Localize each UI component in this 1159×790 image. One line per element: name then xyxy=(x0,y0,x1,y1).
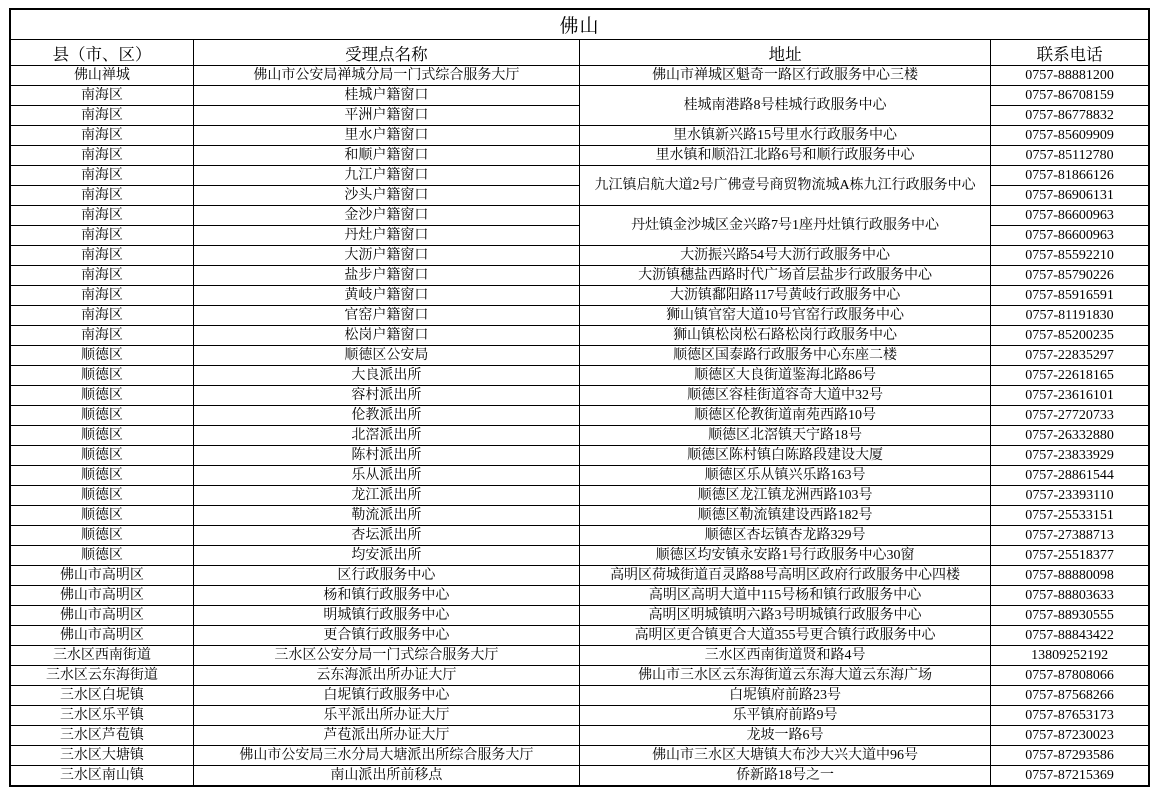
address-cell: 高明区荷城街道百灵路88号高明区政府行政服务中心四楼 xyxy=(579,566,990,586)
acceptance-point-cell: 勒流派出所 xyxy=(193,506,579,526)
table-title-row xyxy=(10,9,1149,40)
acceptance-point-cell: 区行政服务中心 xyxy=(193,566,579,586)
address-cell: 三水区西南街道贤和路4号 xyxy=(579,646,990,666)
phone-cell: 0757-87808066 xyxy=(991,666,1149,686)
table-row xyxy=(10,686,1149,706)
table-row xyxy=(10,346,1149,366)
phone-cell: 0757-85790226 xyxy=(991,266,1149,286)
district-cell: 顺德区 xyxy=(10,406,193,426)
acceptance-point-cell: 更合镇行政服务中心 xyxy=(193,626,579,646)
table-row xyxy=(10,286,1149,306)
acceptance-point-cell: 杨和镇行政服务中心 xyxy=(193,586,579,606)
acceptance-point-cell: 伦教派出所 xyxy=(193,406,579,426)
table-row xyxy=(10,766,1149,787)
table-row xyxy=(10,146,1149,166)
table-row xyxy=(10,646,1149,666)
table-row xyxy=(10,66,1149,86)
acceptance-point-cell: 金沙户籍窗口 xyxy=(193,206,579,226)
column-header-district: 县（市、区） xyxy=(10,40,193,66)
phone-cell: 0757-86778832 xyxy=(991,106,1149,126)
table-row xyxy=(10,526,1149,546)
address-cell: 乐平镇府前路9号 xyxy=(579,706,990,726)
address-cell: 佛山市三水区云东海街道云东海大道云东海广场 xyxy=(579,666,990,686)
phone-cell: 0757-86600963 xyxy=(991,206,1149,226)
acceptance-point-cell: 三水区公安分局一门式综合服务大厅 xyxy=(193,646,579,666)
table-title: 佛山 xyxy=(10,9,1149,40)
acceptance-point-cell: 佛山市公安局禅城分局一门式综合服务大厅 xyxy=(193,66,579,86)
acceptance-point-cell: 北滘派出所 xyxy=(193,426,579,446)
acceptance-point-cell: 顺德区公安局 xyxy=(193,346,579,366)
table-row xyxy=(10,586,1149,606)
phone-cell: 0757-86600963 xyxy=(991,226,1149,246)
district-cell: 顺德区 xyxy=(10,366,193,386)
address-cell: 丹灶镇金沙城区金兴路7号1座丹灶镇行政服务中心 xyxy=(579,206,990,246)
table-row xyxy=(10,746,1149,766)
table-row xyxy=(10,466,1149,486)
table-row xyxy=(10,166,1149,186)
acceptance-point-cell: 明城镇行政服务中心 xyxy=(193,606,579,626)
phone-cell: 0757-26332880 xyxy=(991,426,1149,446)
column-header-phone: 联系电话 xyxy=(991,40,1149,66)
acceptance-point-cell: 乐平派出所办证大厅 xyxy=(193,706,579,726)
phone-cell: 0757-27388713 xyxy=(991,526,1149,546)
acceptance-point-cell: 黄岐户籍窗口 xyxy=(193,286,579,306)
address-cell: 佛山市三水区大塘镇大布沙大兴大道中96号 xyxy=(579,746,990,766)
district-cell: 顺德区 xyxy=(10,486,193,506)
district-cell: 顺德区 xyxy=(10,546,193,566)
acceptance-point-cell: 平洲户籍窗口 xyxy=(193,106,579,126)
district-cell: 顺德区 xyxy=(10,506,193,526)
acceptance-point-cell: 官窑户籍窗口 xyxy=(193,306,579,326)
acceptance-point-cell: 九江户籍窗口 xyxy=(193,166,579,186)
address-cell: 顺德区龙江镇龙洲西路103号 xyxy=(579,486,990,506)
address-cell: 侨新路18号之一 xyxy=(579,766,990,787)
district-cell: 南海区 xyxy=(10,226,193,246)
address-cell: 里水镇新兴路15号里水行政服务中心 xyxy=(579,126,990,146)
table-row xyxy=(10,546,1149,566)
address-cell: 顺德区伦教街道南苑西路10号 xyxy=(579,406,990,426)
acceptance-point-cell: 容村派出所 xyxy=(193,386,579,406)
table-row xyxy=(10,666,1149,686)
district-cell: 南海区 xyxy=(10,86,193,106)
district-cell: 佛山市高明区 xyxy=(10,626,193,646)
acceptance-point-cell: 陈村派出所 xyxy=(193,446,579,466)
acceptance-point-cell: 杏坛派出所 xyxy=(193,526,579,546)
district-cell: 佛山禅城 xyxy=(10,66,193,86)
acceptance-point-cell: 大沥户籍窗口 xyxy=(193,246,579,266)
acceptance-point-cell: 乐从派出所 xyxy=(193,466,579,486)
district-cell: 三水区芦苞镇 xyxy=(10,726,193,746)
district-cell: 南海区 xyxy=(10,306,193,326)
phone-cell: 0757-87215369 xyxy=(991,766,1149,787)
phone-cell: 0757-23393110 xyxy=(991,486,1149,506)
address-cell: 顺德区北滘镇天宁路18号 xyxy=(579,426,990,446)
address-cell: 大沥振兴路54号大沥行政服务中心 xyxy=(579,246,990,266)
district-cell: 顺德区 xyxy=(10,466,193,486)
district-cell: 三水区乐平镇 xyxy=(10,706,193,726)
phone-cell: 0757-85592210 xyxy=(991,246,1149,266)
address-cell: 顺德区容桂街道容奇大道中32号 xyxy=(579,386,990,406)
district-cell: 南海区 xyxy=(10,106,193,126)
table-row xyxy=(10,566,1149,586)
district-cell: 三水区西南街道 xyxy=(10,646,193,666)
phone-cell: 0757-25518377 xyxy=(991,546,1149,566)
district-cell: 三水区大塘镇 xyxy=(10,746,193,766)
district-cell: 南海区 xyxy=(10,246,193,266)
address-cell: 白坭镇府前路23号 xyxy=(579,686,990,706)
phone-cell: 0757-87653173 xyxy=(991,706,1149,726)
phone-cell: 0757-85609909 xyxy=(991,126,1149,146)
district-cell: 佛山市高明区 xyxy=(10,586,193,606)
phone-cell: 0757-86708159 xyxy=(991,86,1149,106)
district-cell: 南海区 xyxy=(10,286,193,306)
acceptance-point-cell: 里水户籍窗口 xyxy=(193,126,579,146)
table-header-row xyxy=(10,40,1149,66)
address-cell: 大沥镇穗盐西路时代广场首层盐步行政服务中心 xyxy=(579,266,990,286)
phone-cell: 0757-87293586 xyxy=(991,746,1149,766)
district-cell: 三水区云东海街道 xyxy=(10,666,193,686)
acceptance-point-cell: 大良派出所 xyxy=(193,366,579,386)
district-cell: 三水区南山镇 xyxy=(10,766,193,787)
address-cell: 佛山市禅城区魁奇一路区行政服务中心三楼 xyxy=(579,66,990,86)
acceptance-point-cell: 沙头户籍窗口 xyxy=(193,186,579,206)
phone-cell: 0757-88880098 xyxy=(991,566,1149,586)
column-header-address: 地址 xyxy=(579,40,990,66)
acceptance-point-cell: 云东海派出所办证大厅 xyxy=(193,666,579,686)
address-cell: 顺德区陈村镇白陈路段建设大厦 xyxy=(579,446,990,466)
district-cell: 顺德区 xyxy=(10,526,193,546)
district-cell: 南海区 xyxy=(10,326,193,346)
district-cell: 三水区白坭镇 xyxy=(10,686,193,706)
phone-cell: 0757-86906131 xyxy=(991,186,1149,206)
district-cell: 佛山市高明区 xyxy=(10,566,193,586)
acceptance-point-cell: 芦苞派出所办证大厅 xyxy=(193,726,579,746)
district-cell: 南海区 xyxy=(10,146,193,166)
phone-cell: 0757-87230023 xyxy=(991,726,1149,746)
table-row xyxy=(10,606,1149,626)
table-body xyxy=(10,66,1149,787)
acceptance-point-cell: 盐步户籍窗口 xyxy=(193,266,579,286)
phone-cell: 0757-88803633 xyxy=(991,586,1149,606)
phone-cell: 0757-22835297 xyxy=(991,346,1149,366)
table-row xyxy=(10,266,1149,286)
address-cell: 高明区高明大道中115号杨和镇行政服务中心 xyxy=(579,586,990,606)
phone-cell: 0757-23833929 xyxy=(991,446,1149,466)
address-cell: 里水镇和顺沿江北路6号和顺行政服务中心 xyxy=(579,146,990,166)
acceptance-point-cell: 均安派出所 xyxy=(193,546,579,566)
table-row xyxy=(10,206,1149,226)
phone-cell: 0757-85200235 xyxy=(991,326,1149,346)
table-row xyxy=(10,246,1149,266)
phone-cell: 0757-81191830 xyxy=(991,306,1149,326)
address-cell: 顺德区大良街道鉴海北路86号 xyxy=(579,366,990,386)
phone-cell: 0757-88881200 xyxy=(991,66,1149,86)
acceptance-point-cell: 佛山市公安局三水分局大塘派出所综合服务大厅 xyxy=(193,746,579,766)
table-row xyxy=(10,486,1149,506)
address-cell: 高明区明城镇明六路3号明城镇行政服务中心 xyxy=(579,606,990,626)
phone-cell: 0757-88843422 xyxy=(991,626,1149,646)
address-cell: 顺德区杏坛镇杏龙路329号 xyxy=(579,526,990,546)
table-row xyxy=(10,406,1149,426)
address-cell: 大沥镇鄱阳路117号黄岐行政服务中心 xyxy=(579,286,990,306)
district-cell: 佛山市高明区 xyxy=(10,606,193,626)
address-cell: 高明区更合镇更合大道355号更合镇行政服务中心 xyxy=(579,626,990,646)
acceptance-point-cell: 白坭镇行政服务中心 xyxy=(193,686,579,706)
address-cell: 龙坡一路6号 xyxy=(579,726,990,746)
address-cell: 狮山镇松岗松石路松岗行政服务中心 xyxy=(579,326,990,346)
table-row xyxy=(10,386,1149,406)
phone-cell: 13809252192 xyxy=(991,646,1149,666)
phone-cell: 0757-85916591 xyxy=(991,286,1149,306)
table-row xyxy=(10,126,1149,146)
district-cell: 顺德区 xyxy=(10,446,193,466)
table-row xyxy=(10,366,1149,386)
acceptance-point-cell: 龙江派出所 xyxy=(193,486,579,506)
phone-cell: 0757-85112780 xyxy=(991,146,1149,166)
district-cell: 顺德区 xyxy=(10,386,193,406)
phone-cell: 0757-28861544 xyxy=(991,466,1149,486)
phone-cell: 0757-25533151 xyxy=(991,506,1149,526)
district-cell: 南海区 xyxy=(10,126,193,146)
address-cell: 顺德区均安镇永安路1号行政服务中心30窗 xyxy=(579,546,990,566)
table-row xyxy=(10,626,1149,646)
service-points-table xyxy=(9,8,1150,787)
address-cell: 顺德区勒流镇建设西路182号 xyxy=(579,506,990,526)
acceptance-point-cell: 南山派出所前移点 xyxy=(193,766,579,787)
address-cell: 狮山镇官窑大道10号官窑行政服务中心 xyxy=(579,306,990,326)
acceptance-point-cell: 松岗户籍窗口 xyxy=(193,326,579,346)
district-cell: 顺德区 xyxy=(10,426,193,446)
table-row xyxy=(10,726,1149,746)
district-cell: 南海区 xyxy=(10,186,193,206)
phone-cell: 0757-22618165 xyxy=(991,366,1149,386)
table-row xyxy=(10,446,1149,466)
acceptance-point-cell: 和顺户籍窗口 xyxy=(193,146,579,166)
phone-cell: 0757-88930555 xyxy=(991,606,1149,626)
table-row xyxy=(10,426,1149,446)
column-header-name: 受理点名称 xyxy=(193,40,579,66)
table-row xyxy=(10,306,1149,326)
acceptance-point-cell: 丹灶户籍窗口 xyxy=(193,226,579,246)
district-cell: 南海区 xyxy=(10,206,193,226)
address-cell: 顺德区国泰路行政服务中心东座二楼 xyxy=(579,346,990,366)
district-cell: 南海区 xyxy=(10,266,193,286)
address-cell: 顺德区乐从镇兴乐路163号 xyxy=(579,466,990,486)
address-cell: 桂城南港路8号桂城行政服务中心 xyxy=(579,86,990,126)
table-row xyxy=(10,326,1149,346)
phone-cell: 0757-87568266 xyxy=(991,686,1149,706)
phone-cell: 0757-27720733 xyxy=(991,406,1149,426)
table-row xyxy=(10,506,1149,526)
acceptance-point-cell: 桂城户籍窗口 xyxy=(193,86,579,106)
phone-cell: 0757-23616101 xyxy=(991,386,1149,406)
district-cell: 顺德区 xyxy=(10,346,193,366)
district-cell: 南海区 xyxy=(10,166,193,186)
address-cell: 九江镇启航大道2号广佛壹号商贸物流城A栋九江行政服务中心 xyxy=(579,166,990,206)
table-row xyxy=(10,86,1149,106)
phone-cell: 0757-81866126 xyxy=(991,166,1149,186)
table-row xyxy=(10,706,1149,726)
